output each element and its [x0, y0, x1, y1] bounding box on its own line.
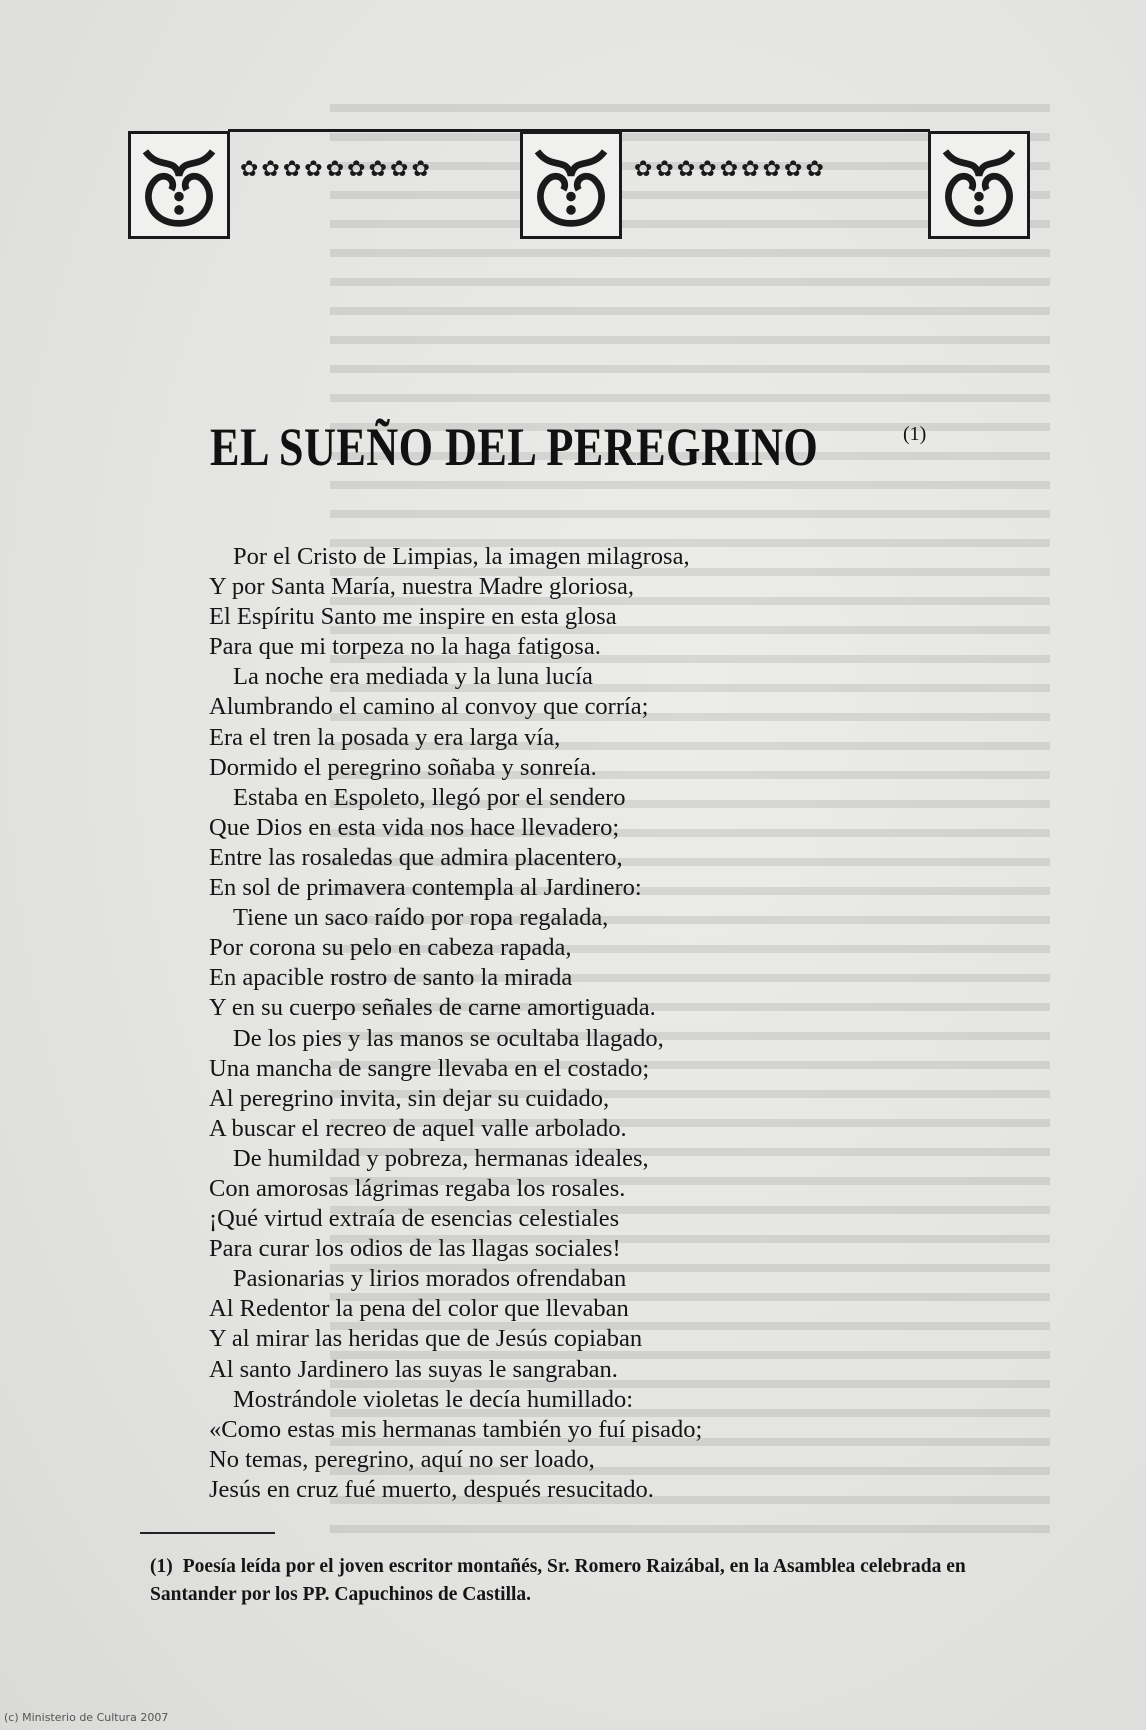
poem-line: Por el Cristo de Limpias, la imagen milagrosa, [233, 543, 690, 570]
poem-line: Al santo Jardinero las suyas le sangraban. [209, 1355, 618, 1383]
poem-line: No temas, peregrino, aquí no ser loado, [209, 1445, 595, 1473]
ornament-dots-right: ✿✿✿✿✿✿✿✿✿ [634, 157, 827, 182]
poem-line: ¡Qué virtud extraía de esencias celestiales [209, 1205, 620, 1233]
poem-line: Y por Santa María, nuestra Madre gloriosa, [209, 573, 634, 601]
poem-line: Para que mi torpeza no la haga fatigosa. [209, 633, 601, 661]
poem-line: El Espíritu Santo me inspire en esta glosa [209, 603, 617, 631]
poem-line: Por corona su pelo en cabeza rapada, [209, 934, 572, 962]
poem-line: De humildad y pobreza, hermanas ideales, [233, 1144, 649, 1172]
poem-line: Y en su cuerpo señales de carne amortiguada. [209, 994, 656, 1022]
poem-line: En sol de primavera contempla al Jardinero: [209, 874, 642, 902]
poem-line: Con amorosas lágrimas regaba los rosales. [209, 1174, 626, 1202]
poem-line: Para curar los odios de las llagas sociales! [209, 1235, 621, 1263]
poem-line: De los pies y las manos se ocultaba llagado, [233, 1024, 664, 1052]
scroll-ornament-icon [931, 134, 1027, 236]
poem-line: Mostrándole violetas le decía humillado: [233, 1385, 634, 1413]
poem-line: Que Dios en esta vida nos hace llevadero; [209, 813, 620, 841]
poem-line: A buscar el recreo de aquel valle arbolado. [209, 1114, 627, 1142]
copyright-notice: (c) Ministerio de Cultura 2007 [4, 1711, 169, 1724]
poem-line: Alumbrando el camino al convoy que corría; [209, 693, 649, 721]
footnote-text: Poesía leída por el joven escritor montañés, Sr. Romero Raizábal, en la Asamblea celebrada en Santander por los PP. Capuchinos de Castilla. [150, 1556, 966, 1605]
scroll-ornament-icon [523, 134, 619, 236]
poem-line: Dormido el peregrino soñaba y sonreía. [209, 753, 597, 781]
footnote-marker: (1) [150, 1556, 173, 1577]
poem-line: Estaba en Espoleto, llegó por el sendero [233, 783, 626, 811]
title-footnote-marker: (1) [903, 423, 927, 445]
poem-line: Una mancha de sangre llevaba en el costado; [209, 1054, 650, 1082]
poem-line: Tiene un saco raído por ropa regalada, [233, 904, 609, 932]
poem-line: Entre las rosaledas que admira placentero, [209, 843, 623, 871]
poem-line: En apacible rostro de santo la mirada [209, 964, 573, 992]
poem-line: Jesús en cruz fué muerto, después resucitado. [209, 1475, 654, 1503]
ornament-block-left [128, 131, 230, 239]
poem-line: Pasionarias y lirios morados ofrendaban [233, 1265, 627, 1293]
poem-line: «Como estas mis hermanas también yo fuí pisado; [209, 1415, 703, 1443]
scroll-ornament-icon [131, 134, 227, 236]
ornament-block-right [928, 131, 1030, 239]
footnote [150, 1553, 1040, 1609]
page-title: EL SUEÑO DEL PEREGRINO [210, 417, 819, 477]
ornament-block-center [520, 131, 622, 239]
poem-line: Era el tren la posada y era larga vía, [209, 723, 561, 751]
footnote-rule [140, 1532, 275, 1534]
poem-line: Al Redentor la pena del color que llevaban [209, 1295, 629, 1323]
poem-line: Y al mirar las heridas que de Jesús copiaban [209, 1325, 643, 1353]
ornament-dots-left: ✿✿✿✿✿✿✿✿✿ [240, 157, 433, 182]
poem-line: Al peregrino invita, sin dejar su cuidado, [209, 1084, 610, 1112]
header-ornament [128, 115, 1030, 245]
poem-line: La noche era mediada y la luna lucía [233, 663, 593, 691]
poem-body [209, 542, 1009, 1505]
